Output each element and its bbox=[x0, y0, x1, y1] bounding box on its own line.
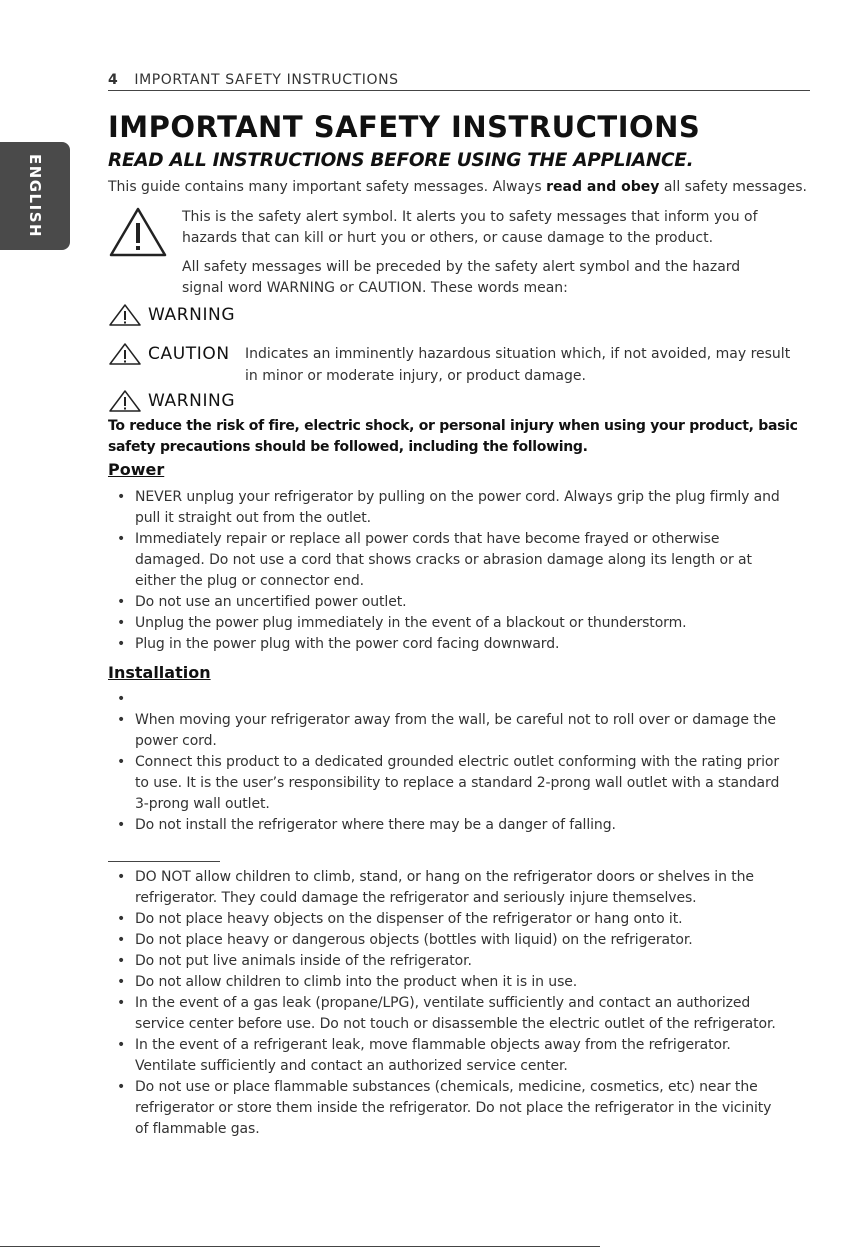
operation-list bbox=[113, 867, 813, 1140]
intro-paragraph: This guide contains many important safety messages. Always read and obey all safety messages. bbox=[108, 179, 807, 195]
list-item: • Connect this product to a dedicated grounded electric outlet conforming with the rating prior to use. It is the user’s responsibility to replace a standard 2-prong wall outlet with a standard 3-prong wall outlet. bbox=[113, 752, 813, 815]
list-item: • Do not allow children to climb into the product when it is in use. bbox=[113, 972, 813, 993]
installation-list bbox=[113, 689, 813, 836]
alert-text-line: hazards that can kill or hurt you or others, or cause damage to the product. bbox=[182, 230, 714, 246]
language-side-tab bbox=[0, 142, 70, 250]
list-item: • Unplug the power plug immediately in the event of a blackout or thunderstorm. bbox=[113, 613, 813, 634]
list-item: • Do not install the refrigerator where there may be a danger of falling. bbox=[113, 815, 813, 836]
page-title: IMPORTANT SAFETY INSTRUCTIONS bbox=[108, 110, 701, 144]
warning-triangle-icon bbox=[108, 303, 142, 327]
warning-word: WARNING bbox=[148, 391, 236, 411]
list-item: • When moving your refrigerator away from the wall, be careful not to roll over or damage the power cord. bbox=[113, 710, 813, 752]
alert-text-line: signal word WARNING or CAUTION. These words mean: bbox=[182, 280, 568, 296]
safety-alert-icon bbox=[107, 205, 169, 259]
page-subtitle: READ ALL INSTRUCTIONS BEFORE USING THE APPLIANCE. bbox=[108, 150, 694, 171]
power-list bbox=[113, 487, 813, 655]
list-item: • Immediately repair or replace all power cords that have become frayed or otherwise damaged. Do not use a cord that shows cracks or abrasion damage along its length or at either the plug or connector end. bbox=[113, 529, 813, 592]
section-heading-underline bbox=[108, 861, 220, 862]
caution-word: CAUTION bbox=[148, 344, 230, 364]
list-item: • Do not put live animals inside of the refrigerator. bbox=[113, 951, 813, 972]
section-heading-power: Power bbox=[108, 460, 165, 479]
warning-signal bbox=[108, 389, 235, 413]
list-item: • NEVER unplug your refrigerator by pulling on the power cord. Always grip the plug firmly and pull it straight out from the outlet. bbox=[113, 487, 813, 529]
list-item: • In the event of a refrigerant leak, move flammable objects away from the refrigerator. Ventilate sufficiently and contact an authorized service center. bbox=[113, 1035, 813, 1077]
list-item: • In the event of a gas leak (propane/LPG), ventilate sufficiently and contact an authorized service center before use. Do not touch or disassemble the electric outlet of the refrigerator. bbox=[113, 993, 813, 1035]
list-item: • Do not place heavy objects on the dispenser of the refrigerator or hang onto it. bbox=[113, 909, 813, 930]
section-heading-installation: Installation bbox=[108, 663, 211, 682]
list-item: • Plug in the power plug with the power cord facing downward. bbox=[113, 634, 813, 655]
page-number: 4 bbox=[108, 72, 119, 88]
caution-description: Indicates an imminently hazardous situation which, if not avoided, may result bbox=[245, 346, 791, 362]
list-item: • Do not use or place flammable substances (chemicals, medicine, cosmetics, etc) near the refrigerator or store them inside the refrigerator. Do not place the refrigerator in the vicinity of flammable gas. bbox=[113, 1077, 813, 1140]
caution-signal bbox=[108, 342, 230, 366]
list-item: • Do not use an uncertified power outlet. bbox=[113, 592, 813, 613]
alert-text-line: All safety messages will be preceded by the safety alert symbol and the hazard bbox=[182, 259, 741, 275]
footer-rule bbox=[0, 1246, 600, 1247]
list-item: • Do not place heavy or dangerous objects (bottles with liquid) on the refrigerator. bbox=[113, 930, 813, 951]
alert-text-line: This is the safety alert symbol. It alerts you to safety messages that inform you of bbox=[182, 209, 758, 225]
list-item bbox=[113, 689, 813, 710]
warning-triangle-icon bbox=[108, 389, 142, 413]
caution-triangle-icon bbox=[108, 342, 142, 366]
running-header bbox=[108, 72, 810, 91]
warning-word: WARNING bbox=[148, 305, 236, 325]
precautions-intro: To reduce the risk of fire, electric shock, or personal injury when using your product, basic safety precautions should be followed, including the following. bbox=[108, 418, 798, 455]
running-title: IMPORTANT SAFETY INSTRUCTIONS bbox=[134, 72, 399, 88]
caution-description: in minor or moderate injury, or product damage. bbox=[245, 368, 586, 384]
warning-signal bbox=[108, 303, 235, 327]
list-item: • DO NOT allow children to climb, stand, or hang on the refrigerator doors or shelves in the refrigerator. They could damage the refrigerator and seriously injure themselves. bbox=[113, 867, 813, 909]
language-label: ENGLISH bbox=[26, 153, 44, 239]
